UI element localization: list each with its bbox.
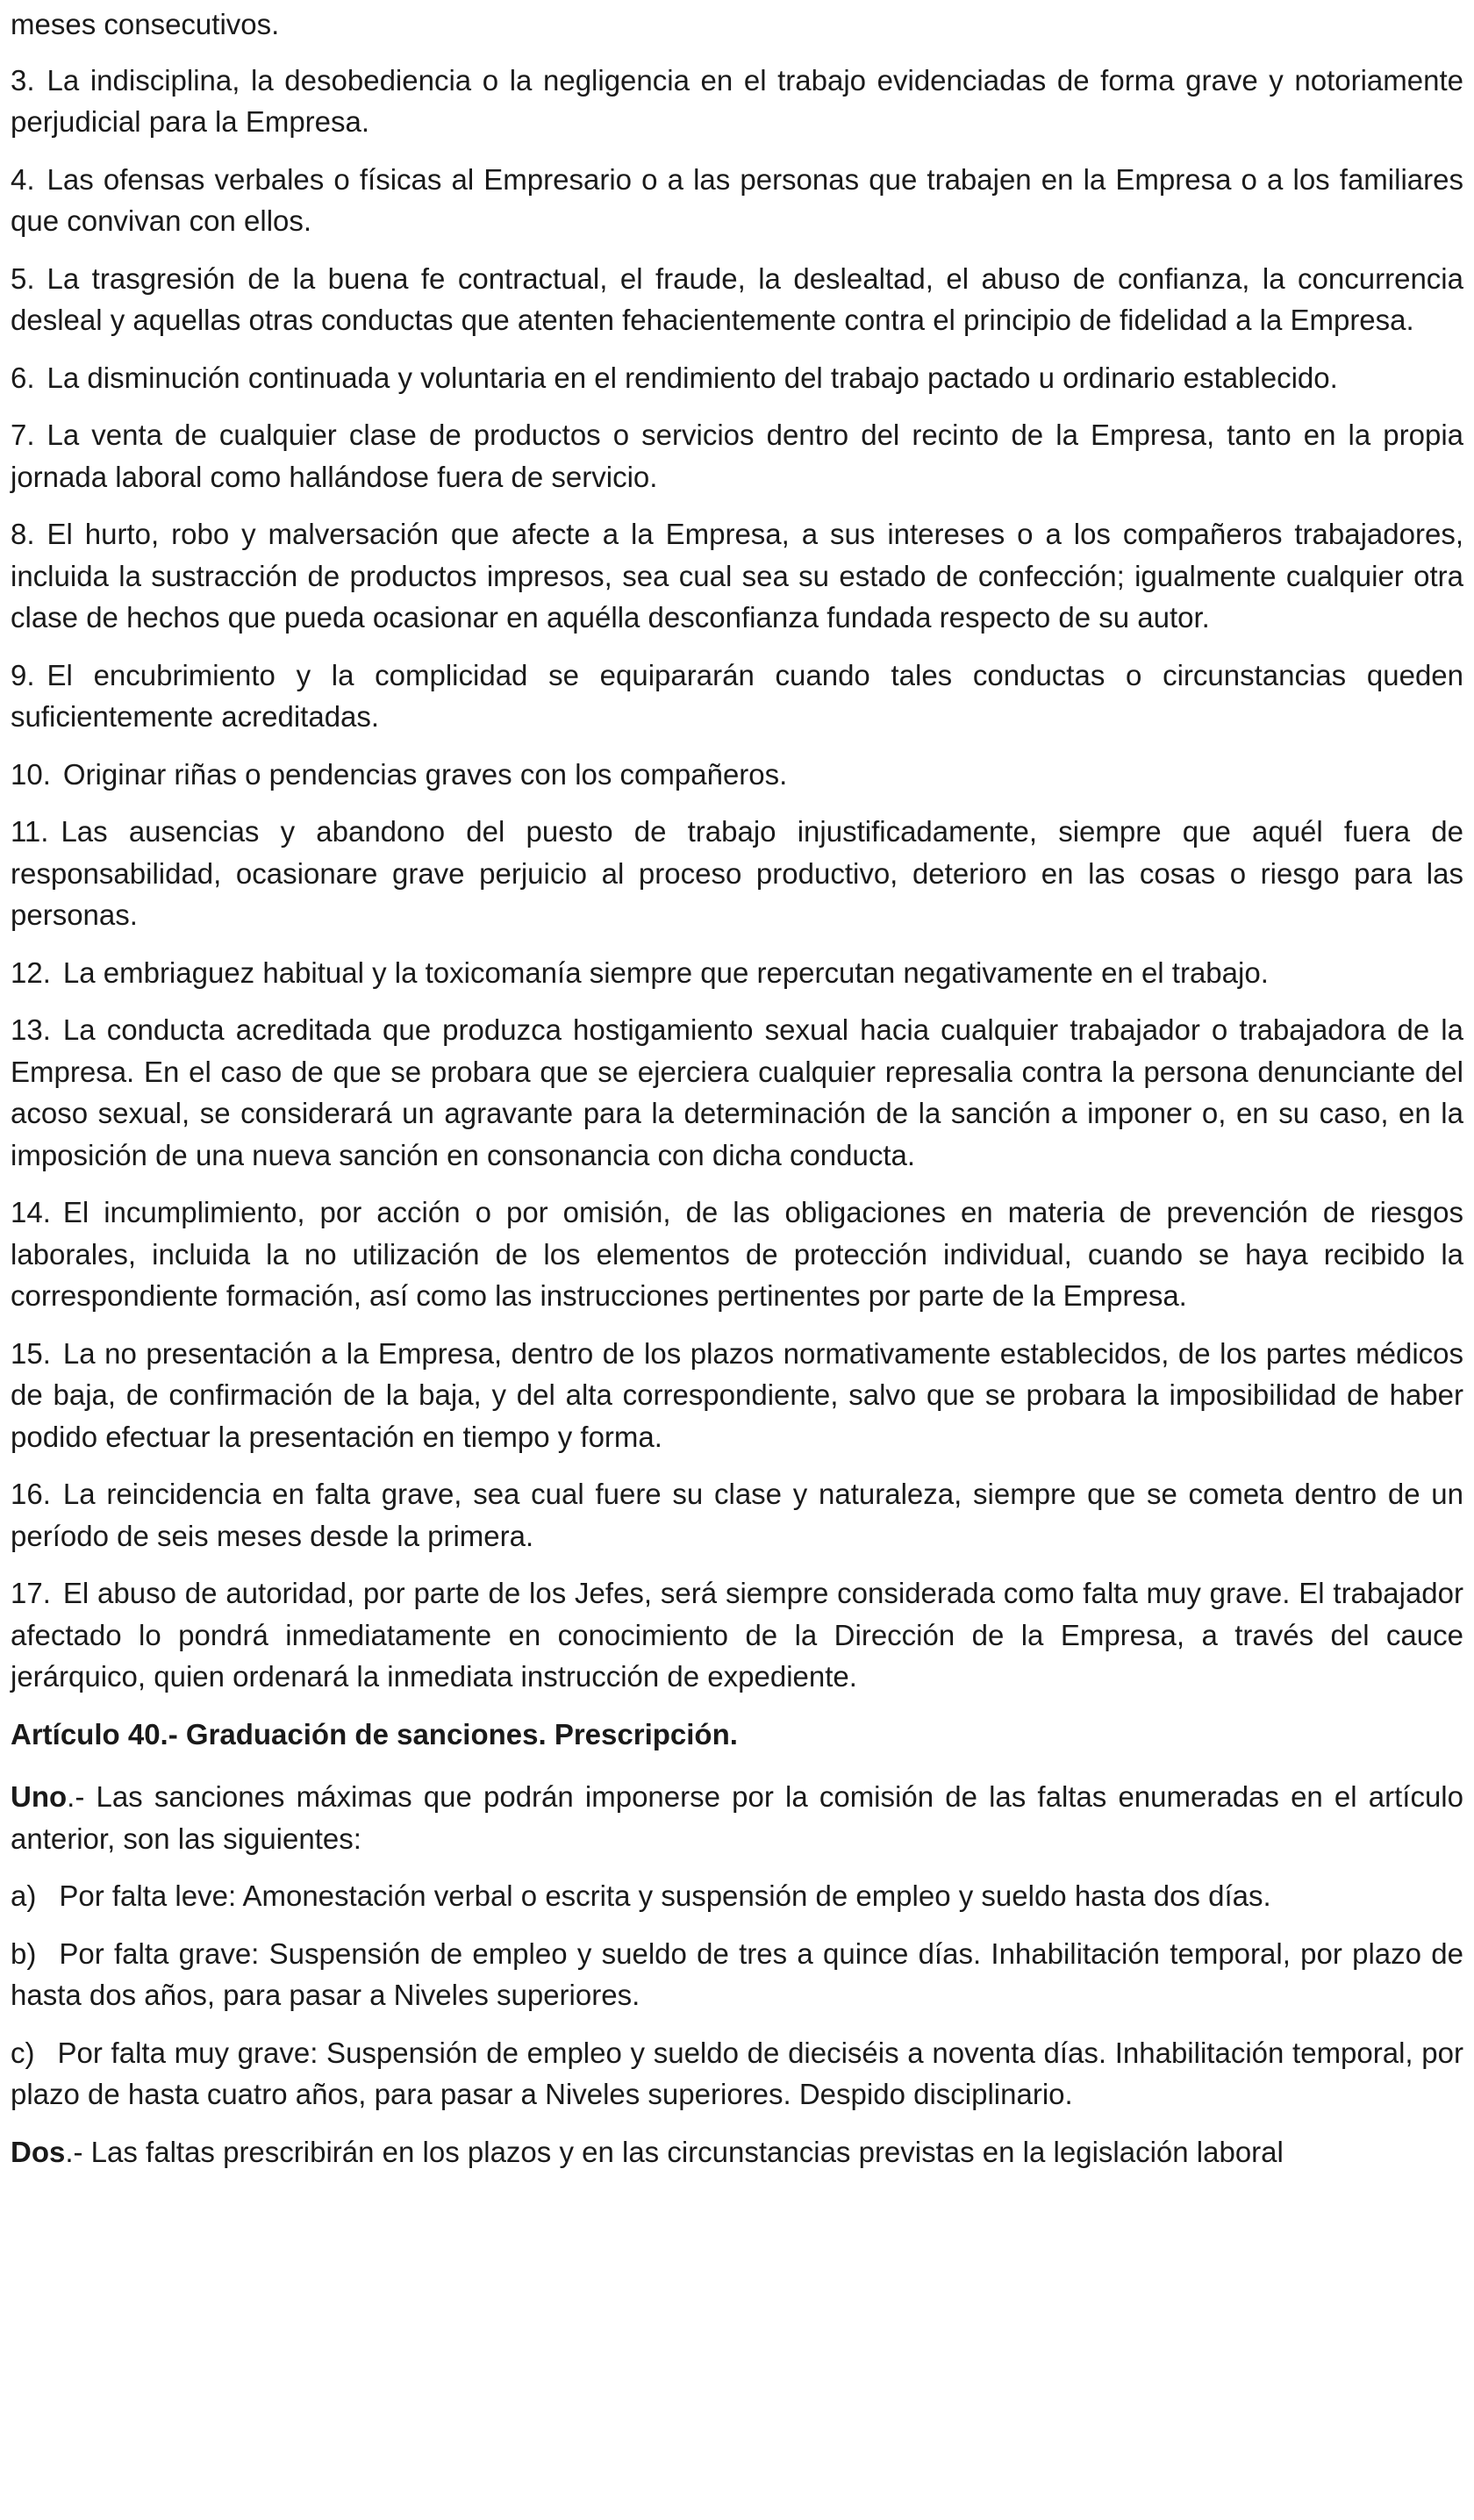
sanction-item [11, 1875, 1463, 1917]
item-text: El abuso de autoridad, por parte de los Jefes, será siempre considerada como falta muy grave. El trabajador afectado lo pondrá inmediatamente en conocimiento de la Dirección de la Empresa, a través del cauce jerárquico, quien ordenará la inmediata instrucción de expediente. [11, 1577, 1463, 1693]
item-number: 7. [11, 419, 35, 451]
list-item [11, 357, 1463, 399]
item-text: La trasgresión de la buena fe contractual, el fraude, la deslealtad, el abuso de confianza, la concurrencia desleal y aquellas otras conductas que atenten fehacientemente contra el principio de fidelidad a la Empresa. [11, 261, 1463, 336]
sanction-letter: a) [11, 1879, 37, 1912]
list-item [11, 1009, 1463, 1176]
item-number: 11. [11, 815, 49, 848]
item-text: El hurto, robo y malversación que afecte a la Empresa, a sus intereses o a los compañeros trabajadores, incluida la sustracción de productos impresos, sea cual sea su estado de confección; igualmente cualquier otra clase de hechos que pueda ocasionar en aquélla desconfianza fundada respecto de su autor. [11, 518, 1463, 634]
list-item [11, 754, 1463, 796]
document-page [11, 4, 1463, 2173]
section-uno [11, 1776, 1463, 1859]
item-text: La reincidencia en falta grave, sea cual fuere su clase y naturaleza, siempre que se cometa dentro de un período de seis meses desde la primera. [11, 1478, 1463, 1552]
item-number: 16. [11, 1478, 51, 1510]
item-number: 8. [11, 518, 35, 550]
item-text: Las ofensas verbales o físicas al Empresario o a las personas que trabajen en la Empresa o a los familiares que convivan con ellos. [11, 162, 1463, 237]
section-text: .- Las faltas prescribirán en los plazos y en las circunstancias previstas en la legislación laboral [65, 2135, 1284, 2168]
list-item [11, 655, 1463, 738]
list-item [11, 811, 1463, 936]
item-text: La indisciplina, la desobediencia o la negligencia en el trabajo evidenciadas de forma grave y notoriamente perjudicial para la Empresa. [11, 63, 1463, 138]
item-number: 10. [11, 757, 51, 791]
intro-fragment: meses consecutivos. [11, 8, 280, 40]
item-text: La embriaguez habitual y la toxicomanía siempre que repercutan negativamente en el trabajo. [62, 956, 1269, 989]
item-text: La conducta acreditada que produzca hostigamiento sexual hacia cualquier trabajador o trabajadora de la Empresa. En el caso de que se probara que se ejerciera cualquier represalia contra la persona denunciante del acoso sexual, se considerará un agravante para la determinación de la sanción a imponer o, en su caso, en la imposición de una nueva sanción en consonancia con dicha conducta. [11, 1013, 1463, 1171]
section-text: .- Las sanciones máximas que podrán imponerse por la comisión de las faltas enumeradas en el artículo anterior, son las siguientes: [11, 1780, 1463, 1855]
item-text: El encubrimiento y la complicidad se equipararán cuando tales conductas o circunstancias queden suficientemente acreditadas. [11, 658, 1463, 733]
item-number: 12. [11, 956, 51, 989]
item-number: 4. [11, 162, 35, 196]
list-item [11, 1192, 1463, 1317]
sanction-text: Por falta leve: Amonestación verbal o escrita y suspensión de empleo y sueldo hasta dos días. [59, 1879, 1271, 1912]
item-number: 3. [11, 63, 35, 97]
list-item [11, 258, 1463, 341]
item-number: 17. [11, 1577, 51, 1609]
item-number: 6. [11, 361, 35, 394]
list-item [11, 952, 1463, 994]
item-text: El incumplimiento, por acción o por omisión, de las obligaciones en materia de prevención de riesgos laborales, incluida la no utilización de los elementos de protección individual, cuando se haya recibido la correspondiente formación, así como las instrucciones pertinentes por parte de la Empresa. [11, 1196, 1463, 1312]
list-item [11, 159, 1463, 242]
sanction-item [11, 1933, 1463, 2016]
item-text: La venta de cualquier clase de productos o servicios dentro del recinto de la Empresa, tanto en la propia jornada laboral como hallándose fuera de servicio. [11, 419, 1463, 493]
list-item [11, 1572, 1463, 1698]
item-number: 5. [11, 261, 35, 295]
list-item [11, 513, 1463, 639]
sanction-letter: b) [11, 1937, 37, 1970]
item-text: La no presentación a la Empresa, dentro de los plazos normativamente establecidos, de los partes médicos de baja, de confirmación de la baja, y del alta correspondiente, salvo que se probara la imposibilidad de haber podido efectuar la presentación en tiempo y forma. [11, 1336, 1463, 1453]
section-dos [11, 2131, 1463, 2173]
item-text: Las ausencias y abandono del puesto de trabajo injustificadamente, siempre que aquél fuera de responsabilidad, ocasionare grave perjuicio al proceso productivo, deterioro en las cosas o riesgo para las personas. [11, 815, 1463, 931]
item-number: 9. [11, 658, 35, 691]
item-number: 14. [11, 1196, 51, 1228]
item-number: 13. [11, 1013, 51, 1046]
list-item [11, 1473, 1463, 1557]
article-heading: Artículo 40.- Graduación de sanciones. Prescripción. [11, 1717, 738, 1750]
list-item [11, 60, 1463, 143]
list-item [11, 414, 1463, 498]
item-text: La disminución continuada y voluntaria en el rendimiento del trabajo pactado u ordinario establecido. [47, 361, 1338, 394]
sanction-text: Por falta grave: Suspensión de empleo y sueldo de tres a quince días. Inhabilitación temporal, por plazo de hasta dos años, para pasar a Niveles superiores. [11, 1937, 1463, 2011]
item-text: Originar riñas o pendencias graves con los compañeros. [62, 757, 788, 791]
list-item [11, 1333, 1463, 1458]
sanction-text: Por falta muy grave: Suspensión de empleo y sueldo de dieciséis a noventa días. Inhabilitación temporal, por plazo de hasta cuatro años, para pasar a Niveles superiores. Despido disciplinario. [11, 2036, 1463, 2110]
section-lead: Uno [11, 1780, 68, 1813]
sanction-item [11, 2032, 1463, 2116]
item-number: 15. [11, 1336, 51, 1370]
section-lead: Dos [11, 2135, 66, 2168]
sanction-letter: c) [11, 2036, 35, 2069]
